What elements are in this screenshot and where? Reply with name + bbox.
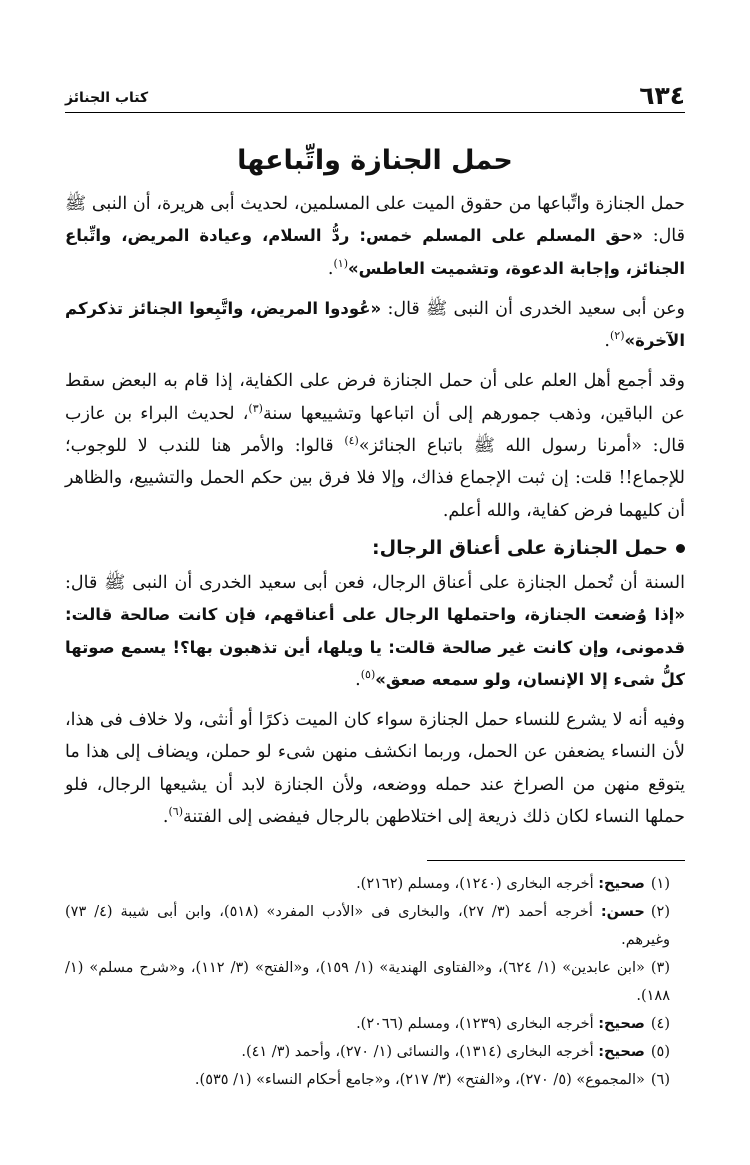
hadith-quote: «إذا وُضعت الجنازة، واحتملها الرجال على أعناقهم، فإن كانت صالحة قالت: قدمونى، وإن كانت غير صالحة قالت: يا ويلها، أين تذهبون بها؟! يسمع صوتها كلُّ شىء إلا الإنسان، ولو سمعه صعق» (65, 605, 685, 689)
paragraph-5 (65, 704, 685, 833)
footnote-text: أخرجه البخارى (١٣١٤)، والنسائى (١/ ٢٧٠)، وأحمد (٣/ ٤١). (241, 1044, 599, 1060)
page-header (65, 82, 685, 113)
footnote-number: (٥) (650, 1044, 670, 1060)
paragraph-text: وعن أبى سعيد الخدرى أن النبى ﷺ قال: (381, 298, 685, 319)
footnote-grade: صحيح: (598, 1044, 645, 1060)
footnote-ref: (٣) (248, 401, 263, 415)
paragraph-2 (65, 293, 685, 358)
footnote-number: (٦) (650, 1072, 670, 1088)
paragraph-text: حمل الجنازة واتِّباعها من حقوق الميت على المسلمين، لحديث أبى هريرة، أن النبى ﷺ قال: (65, 194, 685, 247)
footnote (65, 898, 670, 954)
paragraph-text: قالوا: والأمر هنا للندب لا للوجوب؛ للإجماع!! قلت: إن ثبت الإجماع فذاك، وإلا فلا فرق بين حكم الحمل والتشييع، والظاهر أن كليهما فرض كفاية، والله أعلم. (65, 436, 685, 521)
footnote (65, 870, 670, 898)
footnote-ref: (٢) (609, 329, 625, 343)
footnote-text: أخرجه البخارى (١٢٤٠)، ومسلم (٢١٦٢). (356, 876, 599, 892)
footnote-number: (٣) (650, 960, 670, 976)
bullet-icon (676, 544, 685, 553)
footnote-number: (١) (650, 876, 670, 892)
subheading-text: حمل الجنازة على أعناق الرجال: (372, 536, 668, 559)
footnote-text: أخرجه البخارى (١٢٣٩)، ومسلم (٢٠٦٦). (356, 1016, 599, 1032)
running-book-title: كتاب الجنائز (65, 90, 149, 106)
period: . (604, 331, 610, 352)
footnote-number: (٢) (650, 904, 671, 920)
section-subheading (65, 531, 685, 565)
footnote-text: أخرجه أحمد (٣/ ٢٧)، والبخارى فى «الأدب المفرد» (٥١٨)، وابن أبى شيبة (٤/ ٧٣) وغيرهم. (65, 904, 670, 948)
paragraph-text: ، لحديث البراء بن عازب قال: «أمرنا رسول الله ﷺ باتباع الجنائز» (65, 403, 685, 457)
footnote (65, 1038, 670, 1066)
footnote-text: «ابن عابدين» (١/ ٦٢٤)، و«الفتاوى الهندية» (١/ ١٥٩)، و«الفتح» (٣/ ١١٢)، و«شرح مسلم» (١/ ١٨٨). (65, 960, 670, 1004)
period: . (162, 807, 169, 828)
footnote-number: (٤) (650, 1016, 670, 1032)
footnote-ref: (١) (333, 256, 349, 270)
hadith-quote: «عُودوا المريض، واتَّبِعوا الجنائز تذكركم الآخرة» (65, 298, 685, 351)
page-number: ٦٣٤ (639, 81, 685, 110)
period: . (327, 258, 334, 279)
paragraph-4 (65, 567, 685, 696)
footnote-divider (427, 860, 685, 861)
paragraph-text: السنة أن تُحمل الجنازة على أعناق الرجال، فعن أبى سعيد الخدرى أن النبى ﷺ قال: (65, 572, 685, 593)
paragraph-1 (65, 188, 685, 285)
hadith-quote: «حق المسلم على المسلم خمس: ردُّ السلام، وعيادة المريض، واتِّباع الجنائز، وإجابة الدعوة، وتشميت العاطس» (65, 226, 685, 278)
paragraph-text: وفيه أنه لا يشرع للنساء حمل الجنازة سواء كان الميت ذكرًا أو أنثى، ولا خلاف فى هذا، لأن النساء يضعفن عن الحمل، وربما انكشف منهن شىء لو حملن، ويضاف إلى هذا ما يتوقع منهن من الصراخ عند حمله ووضعه، ولأن الجنازة لابد أن يشيعها الرجال، فلو حملها النساء لكان ذلك ذريعة إلى اختلاطهن بالرجال فيفضى إلى الفتنة (65, 710, 685, 828)
footnotes (65, 870, 670, 1094)
footnote-ref: (٤) (344, 434, 359, 448)
footnote-grade: حسن: (600, 904, 645, 920)
chapter-title: حمل الجنازة واتِّباعها (237, 145, 513, 176)
period: . (355, 669, 361, 690)
footnote-ref: (٦) (168, 805, 184, 819)
footnote-grade: صحيح: (598, 1016, 645, 1032)
footnote (65, 1010, 670, 1038)
footnote (65, 954, 670, 1010)
footnote-ref: (٥) (360, 668, 376, 682)
footnote-grade: صحيح: (598, 876, 645, 892)
footnote (65, 1066, 670, 1094)
paragraph-3 (65, 365, 685, 526)
footnote-text: «المجموع» (٥/ ٢٧٠)، و«الفتح» (٣/ ٢١٧)، و«جامع أحكام النساء» (١/ ٥٣٥). (194, 1072, 645, 1088)
paragraph-text: وقد أجمع أهل العلم على أن حمل الجنازة فرض على الكفاية، إذا قام به البعض سقط عن الباقين، وذهب جمورهم إلى أن اتباعها وتشييعها سنة (65, 371, 685, 424)
main-text (65, 188, 685, 833)
